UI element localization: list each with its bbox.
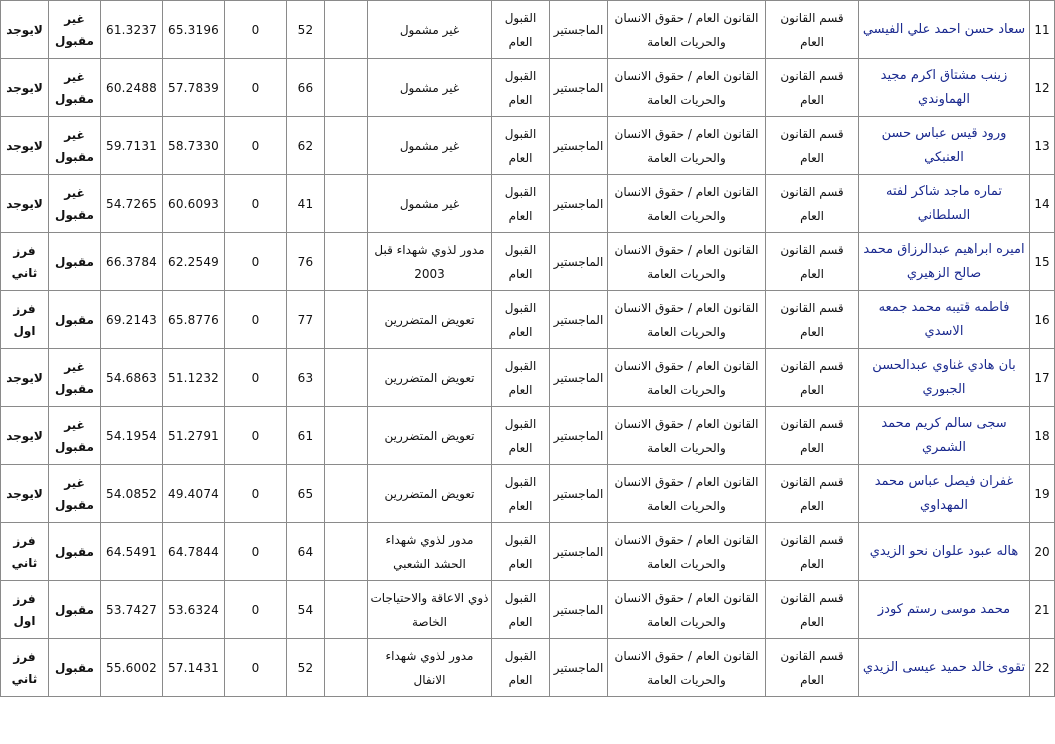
- channel-cell: القبول العام: [492, 291, 550, 349]
- status-cell: غير مقبول: [49, 1, 101, 59]
- specialization-cell: القانون العام / حقوق الانسان والحريات العامة: [608, 407, 766, 465]
- note-cell: لايوجد: [1, 175, 49, 233]
- table-row: [1, 1, 1055, 59]
- exam-score-cell: 63: [287, 349, 325, 407]
- student-name-cell: بان هادي غناوي عبدالحسن الجبوري: [859, 349, 1030, 407]
- row-number-cell: 22: [1030, 639, 1055, 697]
- note-cell: لايوجد: [1, 465, 49, 523]
- extra-score-cell: 0: [225, 175, 287, 233]
- degree-cell: الماجستير: [550, 175, 608, 233]
- final-score-cell: 66.3784: [101, 233, 163, 291]
- average-score-cell: 60.6093: [163, 175, 225, 233]
- final-score-cell: 69.2143: [101, 291, 163, 349]
- empty-cell: [325, 291, 368, 349]
- department-cell: قسم القانون العام: [766, 233, 859, 291]
- degree-cell: الماجستير: [550, 581, 608, 639]
- extra-score-cell: 0: [225, 349, 287, 407]
- table-row: [1, 407, 1055, 465]
- average-score-cell: 64.7844: [163, 523, 225, 581]
- empty-cell: [325, 639, 368, 697]
- empty-cell: [325, 175, 368, 233]
- extra-score-cell: 0: [225, 1, 287, 59]
- student-name-cell: هاله عبود علوان نحو الزيدي: [859, 523, 1030, 581]
- plan-cell: تعويض المتضررين: [368, 465, 492, 523]
- table-row: [1, 59, 1055, 117]
- status-cell: مقبول: [49, 523, 101, 581]
- empty-cell: [325, 1, 368, 59]
- row-number-cell: 16: [1030, 291, 1055, 349]
- exam-score-cell: 66: [287, 59, 325, 117]
- table-row: [1, 291, 1055, 349]
- note-cell: فرز اول: [1, 581, 49, 639]
- empty-cell: [325, 117, 368, 175]
- student-name-cell: تقوى خالد حميد عيسى الزيدي: [859, 639, 1030, 697]
- average-score-cell: 51.1232: [163, 349, 225, 407]
- final-score-cell: 53.7427: [101, 581, 163, 639]
- empty-cell: [325, 407, 368, 465]
- status-cell: مقبول: [49, 581, 101, 639]
- table-row: [1, 581, 1055, 639]
- status-cell: غير مقبول: [49, 465, 101, 523]
- student-name-cell: سعاد حسن احمد علي الفيسي: [859, 1, 1030, 59]
- channel-cell: القبول العام: [492, 233, 550, 291]
- row-number-cell: 21: [1030, 581, 1055, 639]
- channel-cell: القبول العام: [492, 1, 550, 59]
- student-name-cell: زينب مشتاق اكرم مجيد الهماوندي: [859, 59, 1030, 117]
- specialization-cell: القانون العام / حقوق الانسان والحريات العامة: [608, 523, 766, 581]
- channel-cell: القبول العام: [492, 465, 550, 523]
- empty-cell: [325, 349, 368, 407]
- channel-cell: القبول العام: [492, 523, 550, 581]
- average-score-cell: 49.4074: [163, 465, 225, 523]
- final-score-cell: 64.5491: [101, 523, 163, 581]
- empty-cell: [325, 465, 368, 523]
- channel-cell: القبول العام: [492, 175, 550, 233]
- specialization-cell: القانون العام / حقوق الانسان والحريات العامة: [608, 639, 766, 697]
- extra-score-cell: 0: [225, 59, 287, 117]
- plan-cell: تعويض المتضررين: [368, 407, 492, 465]
- status-cell: مقبول: [49, 639, 101, 697]
- channel-cell: القبول العام: [492, 349, 550, 407]
- exam-score-cell: 52: [287, 1, 325, 59]
- note-cell: فرز ثاني: [1, 233, 49, 291]
- row-number-cell: 14: [1030, 175, 1055, 233]
- table-row: [1, 639, 1055, 697]
- specialization-cell: القانون العام / حقوق الانسان والحريات العامة: [608, 1, 766, 59]
- empty-cell: [325, 581, 368, 639]
- plan-cell: ذوي الاعاقة والاحتياجات الخاصة: [368, 581, 492, 639]
- channel-cell: القبول العام: [492, 59, 550, 117]
- extra-score-cell: 0: [225, 117, 287, 175]
- row-number-cell: 12: [1030, 59, 1055, 117]
- extra-score-cell: 0: [225, 407, 287, 465]
- plan-cell: مدور لذوي شهداء الانفال: [368, 639, 492, 697]
- plan-cell: مدور لذوي شهداء الحشد الشعبي: [368, 523, 492, 581]
- degree-cell: الماجستير: [550, 1, 608, 59]
- average-score-cell: 65.8776: [163, 291, 225, 349]
- table-row: [1, 465, 1055, 523]
- student-name-cell: سجى سالم كريم محمد الشمري: [859, 407, 1030, 465]
- department-cell: قسم القانون العام: [766, 175, 859, 233]
- note-cell: فرز ثاني: [1, 523, 49, 581]
- specialization-cell: القانون العام / حقوق الانسان والحريات العامة: [608, 349, 766, 407]
- department-cell: قسم القانون العام: [766, 465, 859, 523]
- note-cell: فرز ثاني: [1, 639, 49, 697]
- note-cell: فرز اول: [1, 291, 49, 349]
- department-cell: قسم القانون العام: [766, 581, 859, 639]
- channel-cell: القبول العام: [492, 407, 550, 465]
- extra-score-cell: 0: [225, 291, 287, 349]
- final-score-cell: 61.3237: [101, 1, 163, 59]
- student-name-cell: ورود قيس عباس حسن العنبكي: [859, 117, 1030, 175]
- extra-score-cell: 0: [225, 523, 287, 581]
- degree-cell: الماجستير: [550, 465, 608, 523]
- final-score-cell: 60.2488: [101, 59, 163, 117]
- department-cell: قسم القانون العام: [766, 117, 859, 175]
- exam-score-cell: 61: [287, 407, 325, 465]
- status-cell: غير مقبول: [49, 407, 101, 465]
- student-name-cell: فاطمه قتيبه محمد جمعه الاسدي: [859, 291, 1030, 349]
- extra-score-cell: 0: [225, 639, 287, 697]
- plan-cell: مدور لذوي شهداء قبل 2003: [368, 233, 492, 291]
- empty-cell: [325, 59, 368, 117]
- status-cell: غير مقبول: [49, 175, 101, 233]
- extra-score-cell: 0: [225, 581, 287, 639]
- final-score-cell: 59.7131: [101, 117, 163, 175]
- final-score-cell: 55.6002: [101, 639, 163, 697]
- average-score-cell: 58.7330: [163, 117, 225, 175]
- degree-cell: الماجستير: [550, 523, 608, 581]
- final-score-cell: 54.7265: [101, 175, 163, 233]
- specialization-cell: القانون العام / حقوق الانسان والحريات العامة: [608, 581, 766, 639]
- channel-cell: القبول العام: [492, 581, 550, 639]
- row-number-cell: 13: [1030, 117, 1055, 175]
- specialization-cell: القانون العام / حقوق الانسان والحريات العامة: [608, 117, 766, 175]
- average-score-cell: 62.2549: [163, 233, 225, 291]
- average-score-cell: 51.2791: [163, 407, 225, 465]
- status-cell: مقبول: [49, 233, 101, 291]
- exam-score-cell: 77: [287, 291, 325, 349]
- average-score-cell: 57.1431: [163, 639, 225, 697]
- department-cell: قسم القانون العام: [766, 407, 859, 465]
- row-number-cell: 11: [1030, 1, 1055, 59]
- plan-cell: غير مشمول: [368, 175, 492, 233]
- final-score-cell: 54.6863: [101, 349, 163, 407]
- status-cell: غير مقبول: [49, 117, 101, 175]
- table-row: [1, 117, 1055, 175]
- specialization-cell: القانون العام / حقوق الانسان والحريات العامة: [608, 175, 766, 233]
- row-number-cell: 18: [1030, 407, 1055, 465]
- extra-score-cell: 0: [225, 465, 287, 523]
- specialization-cell: القانون العام / حقوق الانسان والحريات العامة: [608, 233, 766, 291]
- degree-cell: الماجستير: [550, 233, 608, 291]
- student-name-cell: تماره ماجد شاكر لفته السلطاني: [859, 175, 1030, 233]
- channel-cell: القبول العام: [492, 117, 550, 175]
- exam-score-cell: 52: [287, 639, 325, 697]
- average-score-cell: 53.6324: [163, 581, 225, 639]
- department-cell: قسم القانون العام: [766, 523, 859, 581]
- status-cell: غير مقبول: [49, 59, 101, 117]
- plan-cell: تعويض المتضررين: [368, 349, 492, 407]
- specialization-cell: القانون العام / حقوق الانسان والحريات العامة: [608, 465, 766, 523]
- note-cell: لايوجد: [1, 407, 49, 465]
- row-number-cell: 20: [1030, 523, 1055, 581]
- degree-cell: الماجستير: [550, 349, 608, 407]
- empty-cell: [325, 233, 368, 291]
- note-cell: لايوجد: [1, 1, 49, 59]
- extra-score-cell: 0: [225, 233, 287, 291]
- specialization-cell: القانون العام / حقوق الانسان والحريات العامة: [608, 291, 766, 349]
- department-cell: قسم القانون العام: [766, 639, 859, 697]
- degree-cell: الماجستير: [550, 407, 608, 465]
- note-cell: لايوجد: [1, 59, 49, 117]
- degree-cell: الماجستير: [550, 59, 608, 117]
- note-cell: لايوجد: [1, 349, 49, 407]
- department-cell: قسم القانون العام: [766, 1, 859, 59]
- student-name-cell: محمد موسى رستم كودز: [859, 581, 1030, 639]
- row-number-cell: 19: [1030, 465, 1055, 523]
- status-cell: مقبول: [49, 291, 101, 349]
- status-cell: غير مقبول: [49, 349, 101, 407]
- specialization-cell: القانون العام / حقوق الانسان والحريات العامة: [608, 59, 766, 117]
- department-cell: قسم القانون العام: [766, 349, 859, 407]
- empty-cell: [325, 523, 368, 581]
- plan-cell: غير مشمول: [368, 117, 492, 175]
- exam-score-cell: 54: [287, 581, 325, 639]
- plan-cell: تعويض المتضررين: [368, 291, 492, 349]
- department-cell: قسم القانون العام: [766, 291, 859, 349]
- average-score-cell: 57.7839: [163, 59, 225, 117]
- plan-cell: غير مشمول: [368, 59, 492, 117]
- final-score-cell: 54.0852: [101, 465, 163, 523]
- plan-cell: غير مشمول: [368, 1, 492, 59]
- student-name-cell: اميره ابراهيم عبدالرزاق محمد صالح الزهيري: [859, 233, 1030, 291]
- degree-cell: الماجستير: [550, 117, 608, 175]
- exam-score-cell: 62: [287, 117, 325, 175]
- student-name-cell: غفران فيصل عباس محمد المهداوي: [859, 465, 1030, 523]
- final-score-cell: 54.1954: [101, 407, 163, 465]
- row-number-cell: 15: [1030, 233, 1055, 291]
- average-score-cell: 65.3196: [163, 1, 225, 59]
- degree-cell: الماجستير: [550, 291, 608, 349]
- note-cell: لايوجد: [1, 117, 49, 175]
- channel-cell: القبول العام: [492, 639, 550, 697]
- exam-score-cell: 64: [287, 523, 325, 581]
- department-cell: قسم القانون العام: [766, 59, 859, 117]
- table-row: [1, 349, 1055, 407]
- table-row: [1, 175, 1055, 233]
- exam-score-cell: 41: [287, 175, 325, 233]
- degree-cell: الماجستير: [550, 639, 608, 697]
- exam-score-cell: 65: [287, 465, 325, 523]
- exam-score-cell: 76: [287, 233, 325, 291]
- row-number-cell: 17: [1030, 349, 1055, 407]
- table-row: [1, 523, 1055, 581]
- table-row: [1, 233, 1055, 291]
